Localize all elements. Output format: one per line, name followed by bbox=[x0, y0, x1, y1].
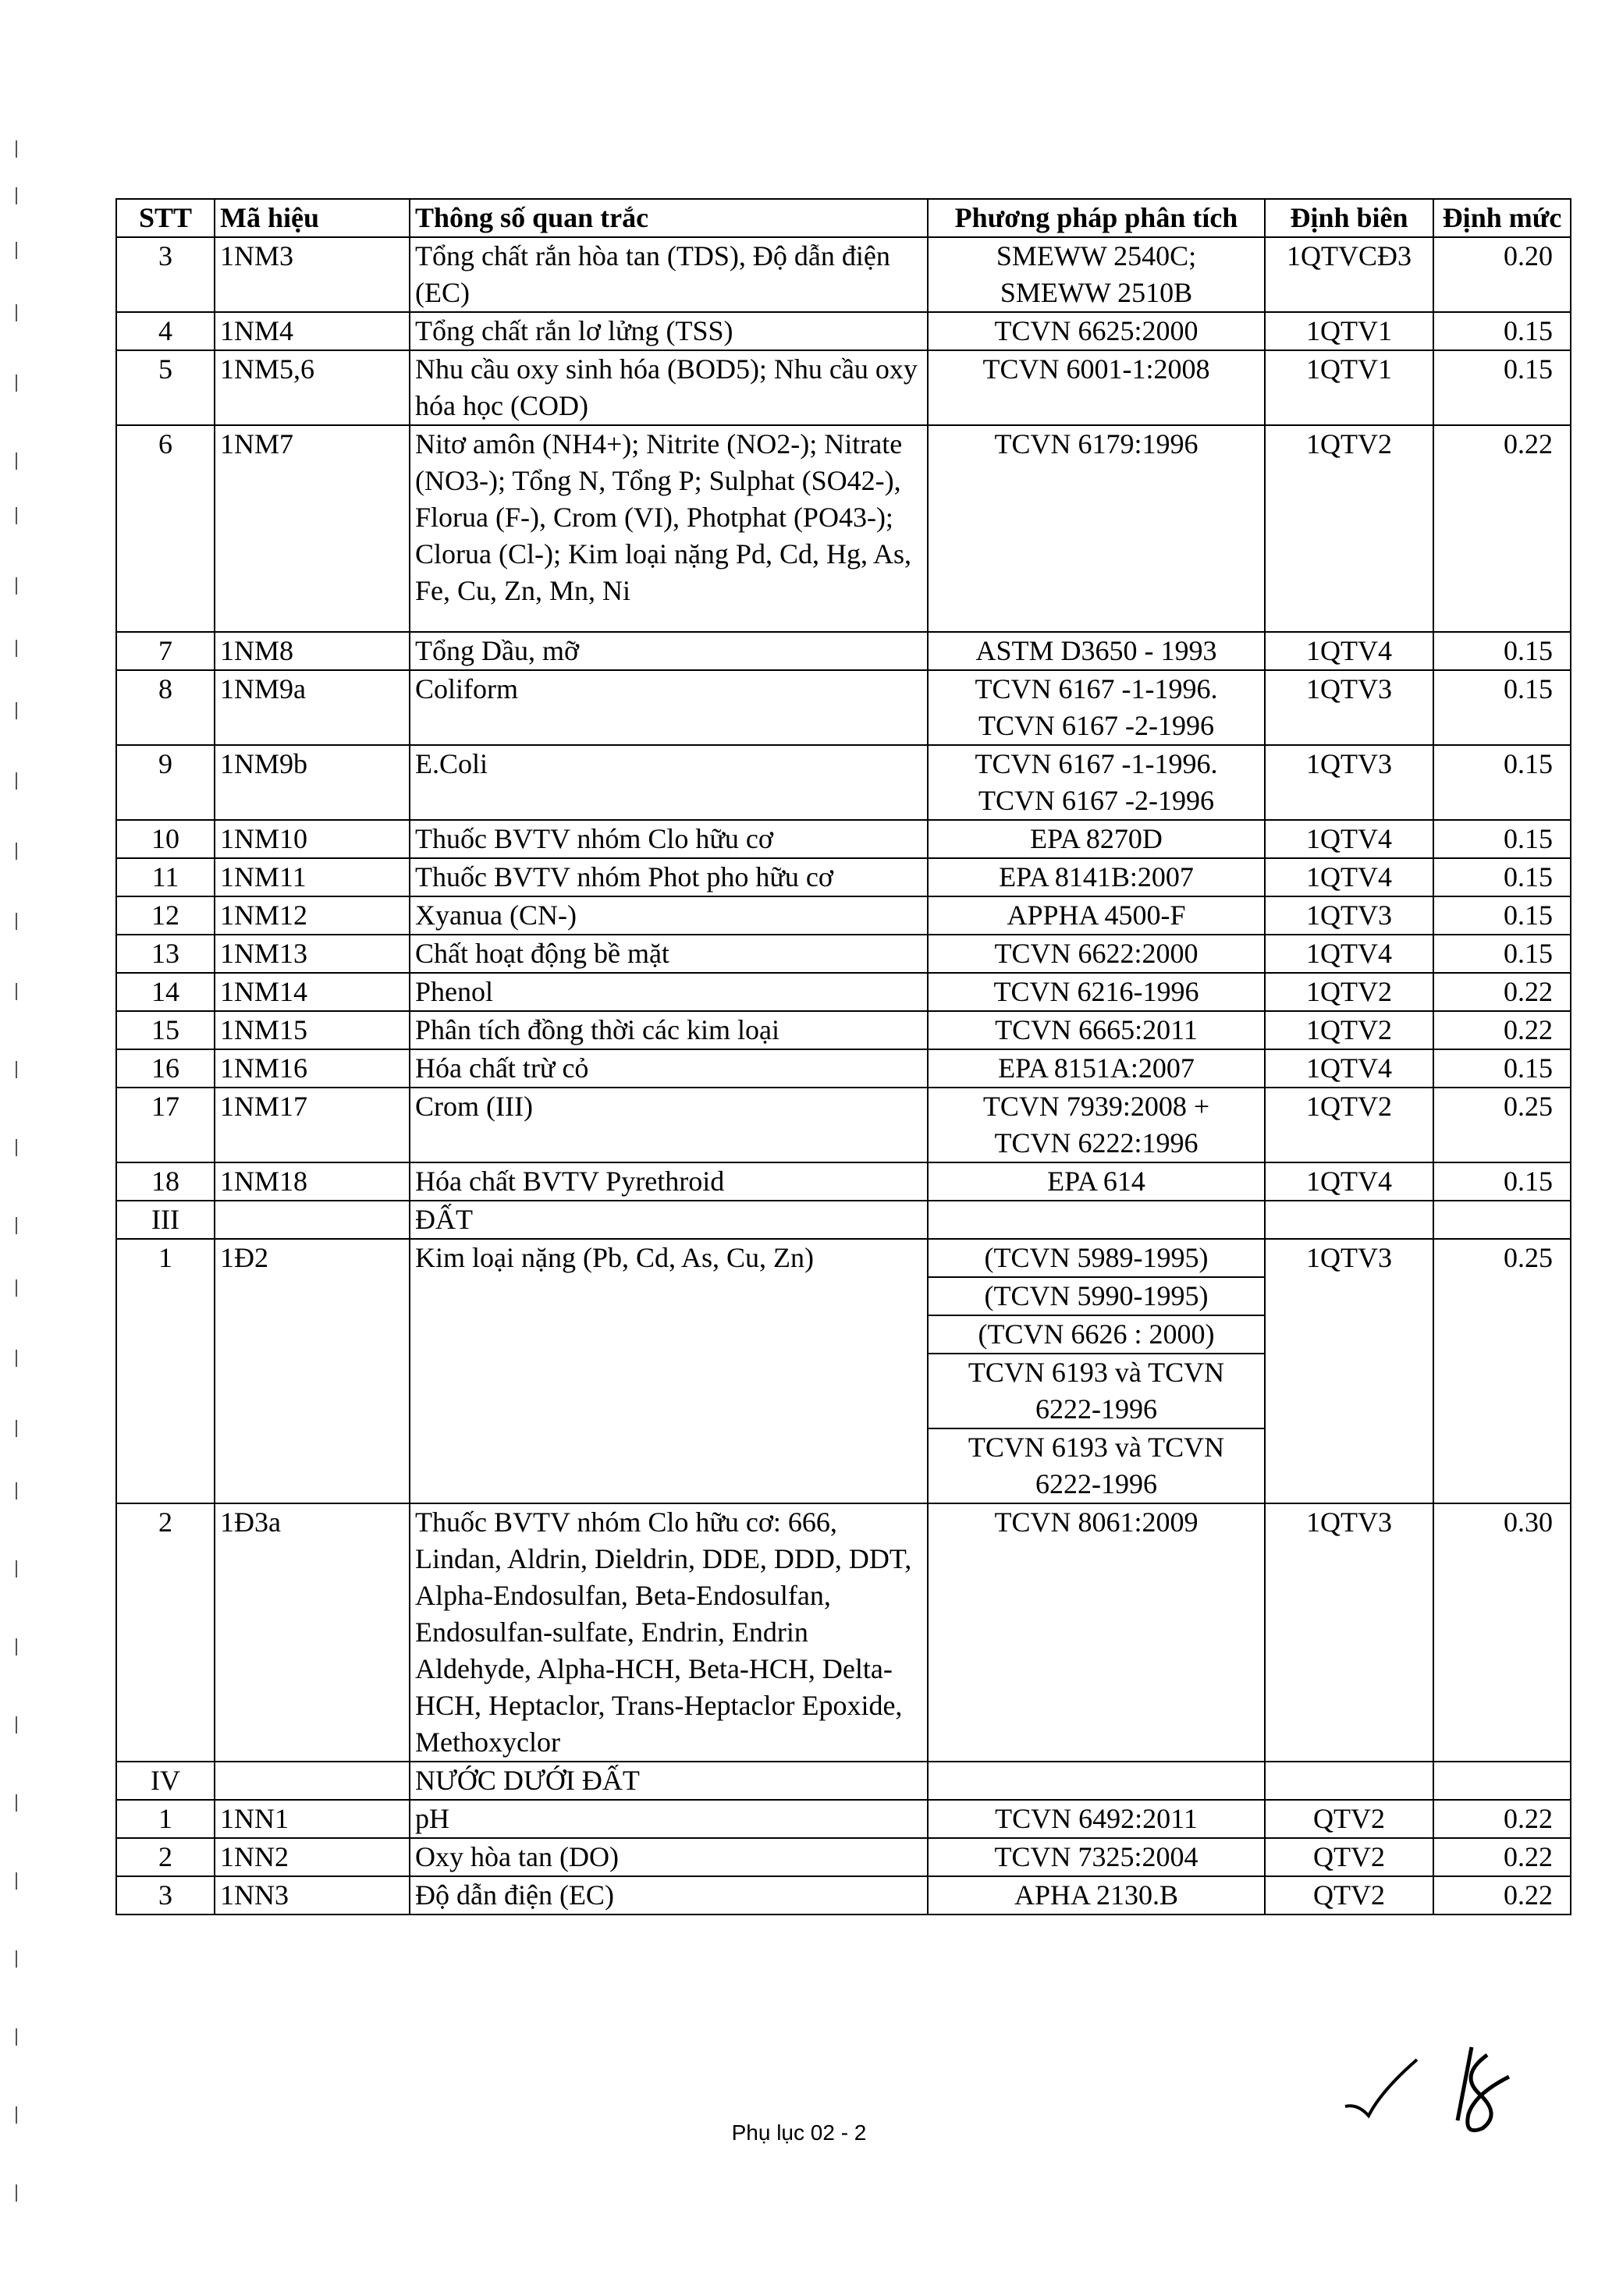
cell-parameter: Hóa chất BVTV Pyrethroid bbox=[410, 1162, 928, 1201]
method-line: TCVN 6216-1996 bbox=[993, 976, 1199, 1007]
method-line: ASTM D3650 - 1993 bbox=[975, 635, 1217, 666]
method-line: EPA 8151A:2007 bbox=[998, 1052, 1195, 1084]
cell-code: 1NN3 bbox=[215, 1876, 410, 1915]
scan-margin-marks bbox=[9, 140, 25, 2247]
cell-stt: 2 bbox=[116, 1503, 215, 1762]
cell-code: 1NM10 bbox=[215, 820, 410, 858]
cell-code: 1NM12 bbox=[215, 896, 410, 935]
table-row bbox=[116, 632, 1571, 670]
cell-stt: 16 bbox=[116, 1049, 215, 1088]
cell-stt: 12 bbox=[116, 896, 215, 935]
cell-parameter: Tổng Dầu, mỡ bbox=[410, 632, 928, 670]
table-row bbox=[116, 425, 1571, 632]
cell-norm: 0.15 bbox=[1433, 1162, 1571, 1201]
scan-mark bbox=[16, 577, 17, 594]
cell-stt: 4 bbox=[116, 312, 215, 350]
cell-staffing: 1QTV2 bbox=[1265, 1088, 1433, 1162]
cell-stt: 13 bbox=[116, 935, 215, 973]
cell-method bbox=[928, 820, 1265, 858]
cell-code: 1NM16 bbox=[215, 1049, 410, 1088]
cell-staffing: 1QTV4 bbox=[1265, 1049, 1433, 1088]
cell-parameter: Chất hoạt động bề mặt bbox=[410, 935, 928, 973]
scan-mark bbox=[16, 374, 17, 392]
cell-norm: 0.22 bbox=[1433, 1838, 1571, 1876]
cell-parameter: Crom (III) bbox=[410, 1088, 928, 1162]
cell-parameter: Thuốc BVTV nhóm Clo hữu cơ bbox=[410, 820, 928, 858]
table-row bbox=[116, 896, 1571, 935]
cell-norm: 0.25 bbox=[1433, 1088, 1571, 1162]
cell-staffing: 1QTV3 bbox=[1265, 1503, 1433, 1762]
analysis-methods-table bbox=[115, 198, 1571, 1915]
scan-mark bbox=[16, 187, 17, 204]
cell-method bbox=[928, 1800, 1265, 1838]
cell-method bbox=[928, 1876, 1265, 1915]
cell-code: 1NM13 bbox=[215, 935, 410, 973]
table-header-row bbox=[116, 199, 1571, 237]
cell-parameter: Oxy hòa tan (DO) bbox=[410, 1838, 928, 1876]
method-line: SMEWW 2510B bbox=[1000, 277, 1193, 308]
cell-method bbox=[928, 1201, 1265, 1239]
scan-mark bbox=[16, 452, 17, 470]
cell-parameter: Tổng chất rắn hòa tan (TDS), Độ dẫn điện (EC) bbox=[410, 237, 928, 312]
cell-norm: 0.15 bbox=[1433, 312, 1571, 350]
table-body bbox=[116, 237, 1571, 1915]
cell-staffing: 1QTV4 bbox=[1265, 858, 1433, 896]
table-row bbox=[116, 1800, 1571, 1838]
cell-norm: 0.15 bbox=[1433, 350, 1571, 425]
scan-mark bbox=[16, 1350, 17, 1367]
scan-mark bbox=[16, 242, 17, 259]
scan-mark bbox=[16, 2028, 17, 2046]
cell-method bbox=[928, 745, 1265, 820]
cell-stt: III bbox=[116, 1201, 215, 1239]
method-line: EPA 8270D bbox=[1030, 823, 1163, 854]
scan-mark bbox=[16, 1872, 17, 1890]
cell-method bbox=[928, 858, 1265, 896]
cell-stt: 15 bbox=[116, 1011, 215, 1049]
table-row bbox=[116, 1239, 1571, 1503]
cell-stt: 18 bbox=[116, 1162, 215, 1201]
cell-stt: 2 bbox=[116, 1838, 215, 1876]
cell-norm: 0.22 bbox=[1433, 1011, 1571, 1049]
cell-norm bbox=[1433, 1762, 1571, 1800]
method-line: TCVN 7325:2004 bbox=[994, 1841, 1198, 1872]
table-row bbox=[116, 312, 1571, 350]
cell-staffing: 1QTVCĐ3 bbox=[1265, 237, 1433, 312]
table-row bbox=[116, 1162, 1571, 1201]
cell-norm: 0.22 bbox=[1433, 1876, 1571, 1915]
method-line: TCVN 6179:1996 bbox=[994, 428, 1198, 460]
header-staffing: Định biên bbox=[1265, 199, 1433, 237]
cell-code: 1NM5,6 bbox=[215, 350, 410, 425]
table-row bbox=[116, 1838, 1571, 1876]
cell-method bbox=[928, 935, 1265, 973]
scan-mark bbox=[16, 702, 17, 719]
cell-method bbox=[928, 1838, 1265, 1876]
cell-staffing: QTV2 bbox=[1265, 1876, 1433, 1915]
scan-mark bbox=[16, 843, 17, 860]
header-norm: Định mức bbox=[1433, 199, 1571, 237]
cell-parameter: E.Coli bbox=[410, 745, 928, 820]
cell-stt: 7 bbox=[116, 632, 215, 670]
method-line: APPHA 4500-F bbox=[1007, 900, 1186, 931]
method-line: EPA 8141B:2007 bbox=[999, 861, 1194, 892]
header-code: Mã hiệu bbox=[215, 199, 410, 237]
cell-parameter: Phenol bbox=[410, 973, 928, 1011]
cell-norm: 0.22 bbox=[1433, 973, 1571, 1011]
scan-mark bbox=[16, 1950, 17, 1968]
cell-staffing: 1QTV4 bbox=[1265, 820, 1433, 858]
scan-mark bbox=[16, 1560, 17, 1577]
cell-method bbox=[928, 632, 1265, 670]
cell-code: 1NM14 bbox=[215, 973, 410, 1011]
scan-mark bbox=[16, 507, 17, 524]
cell-method bbox=[928, 670, 1265, 745]
cell-code: 1NM9a bbox=[215, 670, 410, 745]
scan-mark bbox=[16, 1420, 17, 1437]
cell-stt: 1 bbox=[116, 1800, 215, 1838]
cell-method bbox=[928, 1762, 1265, 1800]
cell-staffing: 1QTV3 bbox=[1265, 1239, 1433, 1503]
cell-norm: 0.15 bbox=[1433, 1049, 1571, 1088]
cell-code: 1NM8 bbox=[215, 632, 410, 670]
table-row bbox=[116, 237, 1571, 312]
method-line: TCVN 6665:2011 bbox=[995, 1014, 1198, 1045]
cell-norm: 0.20 bbox=[1433, 237, 1571, 312]
cell-method bbox=[928, 1088, 1265, 1162]
cell-stt: 11 bbox=[116, 858, 215, 896]
method-line: TCVN 6167 -1-1996. bbox=[975, 748, 1218, 779]
table-row bbox=[116, 745, 1571, 820]
cell-staffing: QTV2 bbox=[1265, 1800, 1433, 1838]
method-line: TCVN 6622:2000 bbox=[994, 938, 1198, 969]
cell-code: 1NM4 bbox=[215, 312, 410, 350]
cell-staffing: 1QTV4 bbox=[1265, 632, 1433, 670]
cell-staffing: 1QTV3 bbox=[1265, 745, 1433, 820]
cell-stt: 8 bbox=[116, 670, 215, 745]
table-row bbox=[116, 670, 1571, 745]
method-line: SMEWW 2540C; bbox=[996, 240, 1197, 271]
scan-mark bbox=[16, 140, 17, 158]
cell-stt: 9 bbox=[116, 745, 215, 820]
table-row bbox=[116, 935, 1571, 973]
cell-method bbox=[928, 1049, 1265, 1088]
cell-staffing: 1QTV4 bbox=[1265, 1162, 1433, 1201]
cell-method bbox=[928, 312, 1265, 350]
cell-method bbox=[928, 425, 1265, 632]
cell-norm bbox=[1433, 1201, 1571, 1239]
cell-method bbox=[928, 1239, 1265, 1503]
cell-method bbox=[928, 1011, 1265, 1049]
scan-mark bbox=[16, 1482, 17, 1499]
cell-code: 1Đ3a bbox=[215, 1503, 410, 1762]
cell-code: 1NM17 bbox=[215, 1088, 410, 1162]
cell-stt: 5 bbox=[116, 350, 215, 425]
cell-method bbox=[928, 896, 1265, 935]
method-entry: TCVN 6193 và TCVN 6222-1996 bbox=[929, 1428, 1264, 1503]
cell-parameter: Tổng chất rắn lơ lửng (TSS) bbox=[410, 312, 928, 350]
table-row bbox=[116, 350, 1571, 425]
cell-code: 1NN2 bbox=[215, 1838, 410, 1876]
header-parameter: Thông số quan trắc bbox=[410, 199, 928, 237]
cell-parameter: Xyanua (CN-) bbox=[410, 896, 928, 935]
scan-mark bbox=[16, 1279, 17, 1297]
cell-parameter: NƯỚC DƯỚI ĐẤT bbox=[410, 1762, 928, 1800]
cell-norm: 0.15 bbox=[1433, 632, 1571, 670]
cell-norm: 0.15 bbox=[1433, 896, 1571, 935]
scan-mark bbox=[16, 1716, 17, 1734]
cell-code: 1NM7 bbox=[215, 425, 410, 632]
section-row bbox=[116, 1201, 1571, 1239]
cell-code: 1NM9b bbox=[215, 745, 410, 820]
method-line: APHA 2130.B bbox=[1014, 1879, 1179, 1911]
cell-method bbox=[928, 973, 1265, 1011]
method-entry: (TCVN 5990-1995) bbox=[929, 1276, 1264, 1315]
scan-mark bbox=[16, 1217, 17, 1234]
cell-parameter: Thuốc BVTV nhóm Clo hữu cơ: 666, Lindan, Aldrin, Dieldrin, DDE, DDD, DDT, Alpha-Endosulfan, Beta-Endosulfan, Endosulfan-sulfate, Endrin, Endrin Aldehyde, Alpha-HCH, Beta-HCH, Delta- HCH, Heptaclor, Trans-Heptaclor Epoxide, Methoxyclor bbox=[410, 1503, 928, 1762]
scan-mark bbox=[16, 772, 17, 790]
cell-parameter: Phân tích đồng thời các kim loại bbox=[410, 1011, 928, 1049]
method-line: TCVN 6492:2011 bbox=[995, 1803, 1198, 1834]
method-line: TCVN 8061:2009 bbox=[994, 1506, 1198, 1538]
cell-staffing: 1QTV2 bbox=[1265, 973, 1433, 1011]
cell-parameter: ĐẤT bbox=[410, 1201, 928, 1239]
cell-norm: 0.15 bbox=[1433, 670, 1571, 745]
cell-stt: 3 bbox=[116, 1876, 215, 1915]
cell-code bbox=[215, 1201, 410, 1239]
cell-staffing: 1QTV1 bbox=[1265, 312, 1433, 350]
cell-method bbox=[928, 1162, 1265, 1201]
cell-norm: 0.15 bbox=[1433, 820, 1571, 858]
cell-staffing: 1QTV1 bbox=[1265, 350, 1433, 425]
cell-norm: 0.15 bbox=[1433, 858, 1571, 896]
cell-staffing: 1QTV2 bbox=[1265, 425, 1433, 632]
cell-norm: 0.22 bbox=[1433, 1800, 1571, 1838]
cell-staffing: QTV2 bbox=[1265, 1838, 1433, 1876]
table-row bbox=[116, 1503, 1571, 1762]
cell-stt: 1 bbox=[116, 1239, 215, 1503]
scan-mark bbox=[16, 913, 17, 930]
cell-norm: 0.15 bbox=[1433, 745, 1571, 820]
method-line: TCVN 7939:2008 + bbox=[982, 1091, 1210, 1122]
table-row bbox=[116, 973, 1571, 1011]
table-row bbox=[116, 820, 1571, 858]
cell-staffing: 1QTV4 bbox=[1265, 935, 1433, 973]
scan-mark bbox=[16, 304, 17, 321]
scan-mark bbox=[16, 2184, 17, 2202]
cell-parameter: Độ dẫn điện (EC) bbox=[410, 1876, 928, 1915]
method-line: TCVN 6167 -2-1996 bbox=[978, 710, 1214, 741]
page-footer: Phụ lục 02 - 2 bbox=[731, 2120, 867, 2145]
method-line: TCVN 6167 -2-1996 bbox=[978, 785, 1214, 816]
cell-stt: 3 bbox=[116, 237, 215, 312]
scan-mark bbox=[16, 1638, 17, 1655]
header-stt: STT bbox=[116, 199, 215, 237]
method-line: TCVN 6167 -1-1996. bbox=[975, 673, 1218, 704]
scan-mark bbox=[16, 1794, 17, 1812]
scan-mark bbox=[16, 1061, 17, 1078]
cell-norm: 0.25 bbox=[1433, 1239, 1571, 1503]
cell-staffing: 1QTV3 bbox=[1265, 896, 1433, 935]
section-row bbox=[116, 1762, 1571, 1800]
cell-parameter: pH bbox=[410, 1800, 928, 1838]
cell-norm: 0.22 bbox=[1433, 425, 1571, 632]
scan-mark bbox=[16, 640, 17, 657]
cell-stt: 6 bbox=[116, 425, 215, 632]
cell-stt: 10 bbox=[116, 820, 215, 858]
scan-mark bbox=[16, 983, 17, 1000]
table-row bbox=[116, 1049, 1571, 1088]
cell-code: 1NN1 bbox=[215, 1800, 410, 1838]
cell-stt: 17 bbox=[116, 1088, 215, 1162]
method-line: TCVN 6625:2000 bbox=[994, 315, 1198, 346]
cell-code: 1Đ2 bbox=[215, 1239, 410, 1503]
cell-method bbox=[928, 1503, 1265, 1762]
method-line: TCVN 6222:1996 bbox=[994, 1127, 1198, 1159]
cell-parameter: Hóa chất trừ cỏ bbox=[410, 1049, 928, 1088]
cell-method bbox=[928, 350, 1265, 425]
cell-staffing bbox=[1265, 1762, 1433, 1800]
cell-code: 1NM15 bbox=[215, 1011, 410, 1049]
table-row bbox=[116, 1876, 1571, 1915]
cell-stt: 14 bbox=[116, 973, 215, 1011]
cell-code: 1NM11 bbox=[215, 858, 410, 896]
method-entry: (TCVN 5989-1995) bbox=[984, 1242, 1209, 1273]
cell-code bbox=[215, 1762, 410, 1800]
cell-staffing: 1QTV3 bbox=[1265, 670, 1433, 745]
cell-parameter: Nitơ amôn (NH4+); Nitrite (NO2-); Nitrate (NO3-); Tổng N, Tổng P; Sulphat (SO42-), Florua (F-), Crom (VI), Photphat (PO43-); Clorua (Cl-); Kim loại nặng Pd, Cd, Hg, As, Fe, Cu, Zn, Mn, Ni bbox=[410, 425, 928, 632]
cell-norm: 0.30 bbox=[1433, 1503, 1571, 1762]
cell-code: 1NM18 bbox=[215, 1162, 410, 1201]
method-entry: TCVN 6193 và TCVN 6222-1996 bbox=[929, 1353, 1264, 1428]
cell-staffing: 1QTV2 bbox=[1265, 1011, 1433, 1049]
cell-staffing bbox=[1265, 1201, 1433, 1239]
table-row bbox=[116, 1011, 1571, 1049]
header-method: Phương pháp phân tích bbox=[928, 199, 1265, 237]
method-line: TCVN 6001-1:2008 bbox=[982, 353, 1210, 385]
table-row bbox=[116, 1088, 1571, 1162]
cell-parameter: Nhu cầu oxy sinh hóa (BOD5); Nhu cầu oxy hóa học (COD) bbox=[410, 350, 928, 425]
cell-parameter: Thuốc BVTV nhóm Phot pho hữu cơ bbox=[410, 858, 928, 896]
table-row bbox=[116, 858, 1571, 896]
cell-parameter: Kim loại nặng (Pb, Cd, As, Cu, Zn) bbox=[410, 1239, 928, 1503]
scan-mark bbox=[16, 1139, 17, 1156]
cell-parameter: Coliform bbox=[410, 670, 928, 745]
cell-method bbox=[928, 237, 1265, 312]
cell-stt: IV bbox=[116, 1762, 215, 1800]
cell-norm: 0.15 bbox=[1433, 935, 1571, 973]
cell-code: 1NM3 bbox=[215, 237, 410, 312]
method-entry: (TCVN 6626 : 2000) bbox=[929, 1315, 1264, 1353]
method-line: EPA 614 bbox=[1047, 1166, 1145, 1197]
